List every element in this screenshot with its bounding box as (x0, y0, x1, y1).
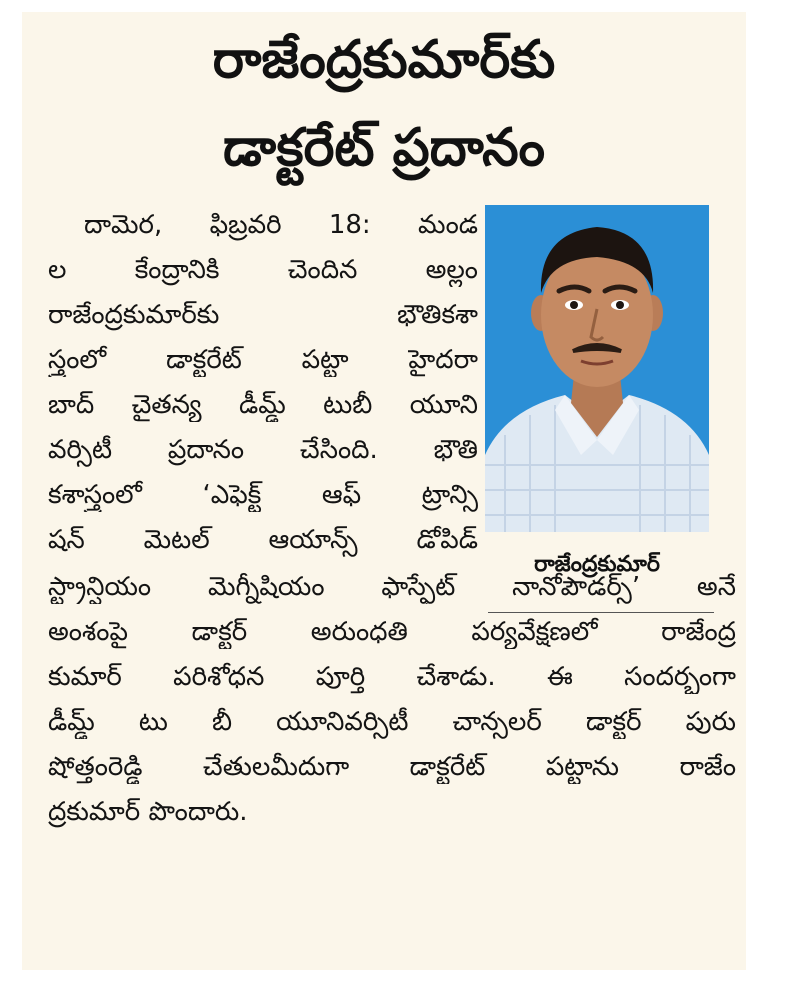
body-line: కశాస్త్రంలో ‘ఎఫెక్ట్‌ ఆఫ్‌ ట్రాన్సి (48, 480, 478, 510)
body-line: దామెర, ఫిబ్రవరి 18: మండ (84, 210, 478, 240)
moustache (573, 345, 621, 351)
body-line: స్త్రంలో డాక్టరేట్‌ పట్టా హైదరా (48, 345, 478, 375)
body-line: వర్సిటీ ప్రదానం చేసింది. భౌతి (48, 435, 478, 465)
body-line: ల కేంద్రానికి చెందిన అల్లం (48, 255, 478, 285)
body-line: కుమార్‌ పరిశోధన పూర్తి చేశాడు. ఈ సందర్భంగా (48, 662, 736, 692)
body-line: స్ట్రాన్షియం మెగ్నీషియం ఫాస్ఫేట్‌ నానోపౌడర్స్‌’ అనే (48, 572, 736, 602)
caption-rule (488, 612, 714, 613)
news-clipping (22, 12, 746, 970)
body-line: షన్‌ మెటల్‌ ఆయాన్స్‌ డోపిడ్‌ (48, 525, 478, 555)
photo-caption: రాజేంద్రకుమార్‌ (534, 552, 660, 577)
body-line: అంశంపై డాక్టర్‌ అరుంధతి పర్యవేక్షణలో రాజేంద్ర (48, 617, 736, 647)
body-line: ద్రకుమార్‌ పొందారు. (48, 797, 248, 827)
pupil-right (616, 301, 624, 309)
body-line: డీమ్డ్‌ టు బీ యూనివర్సిటీ చాన్సలర్‌ డాక్టర్‌ పురు (48, 707, 736, 737)
body-line: రాజేంద్రకుమార్‌కు భౌతికశా (48, 300, 478, 330)
portrait-photo (485, 205, 709, 532)
headline-line-1: రాజేంద్రకుమార్‌కు (212, 30, 556, 90)
pupil-left (570, 301, 578, 309)
body-line: షోత్తంరెడ్డి చేతులమీదుగా డాక్టరేట్‌ పట్టాను రాజేం (48, 752, 736, 782)
portrait-illustration (485, 205, 709, 532)
body-line: బాద్‌ చైతన్య డీమ్డ్‌ టుబీ యూని (48, 390, 478, 420)
headline-line-2: డాక్టరేట్‌ ప్రదానం (223, 118, 545, 178)
